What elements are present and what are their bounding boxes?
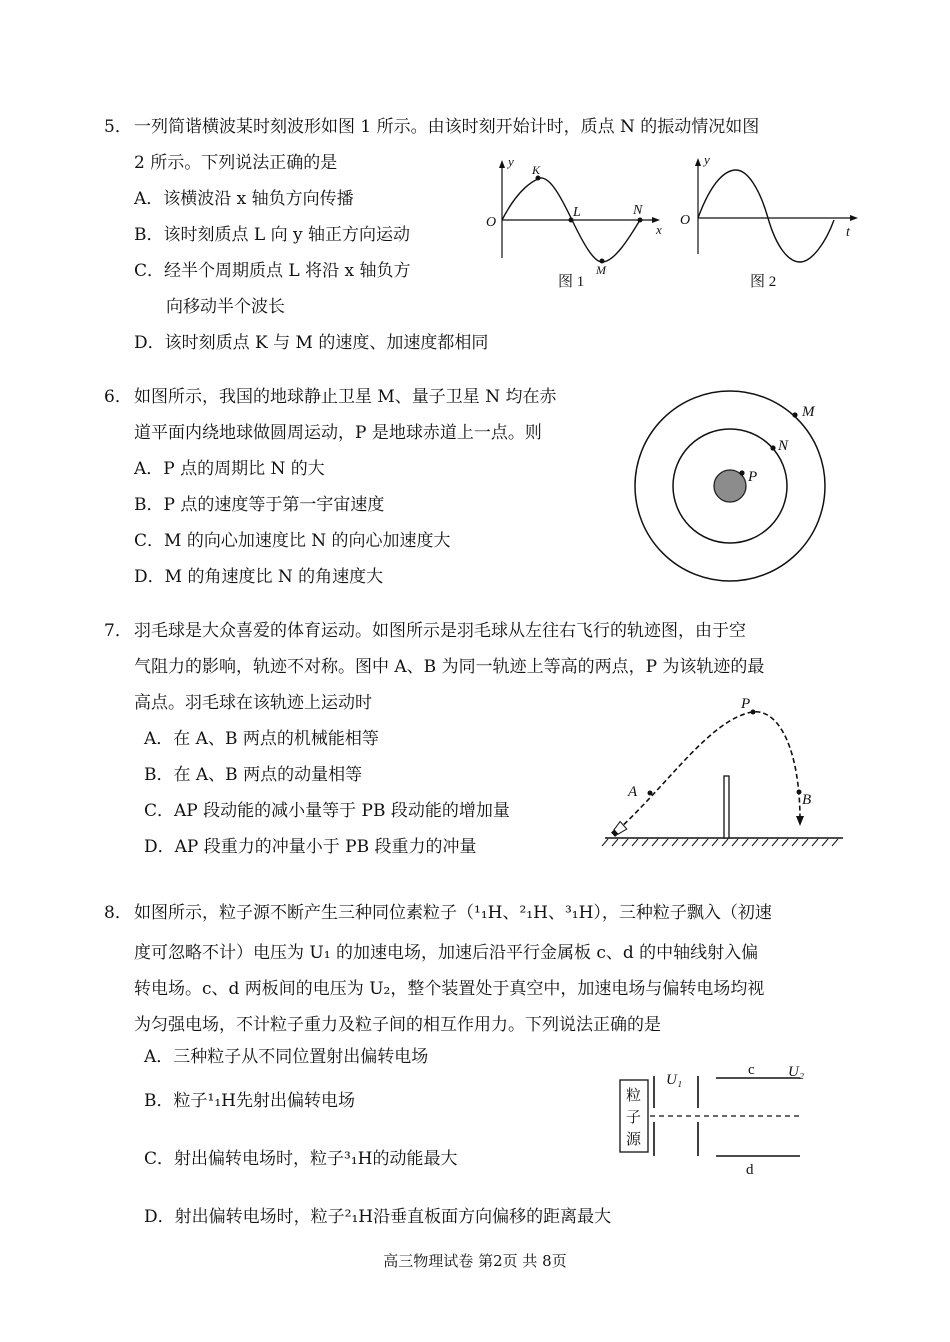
q8-option-c-end: 的动能最大 bbox=[372, 1149, 458, 1169]
q8-option-d-end: 沿垂直板面方向偏移的距离最大 bbox=[373, 1207, 612, 1227]
label-u2: U₂ bbox=[788, 1064, 805, 1080]
q8-option-b bbox=[144, 1086, 355, 1111]
q6-stem-line1: 如图所示，我国的地球静止卫星 M、量子卫星 N 均在赤 bbox=[134, 387, 557, 407]
q8-option-b-isotope: ¹₁H bbox=[207, 1091, 236, 1111]
q6-number: 6． bbox=[104, 387, 132, 407]
fig1-l-label: L bbox=[573, 205, 581, 220]
point-p-dot bbox=[739, 470, 744, 475]
q6-option-c: C．M 的向心加速度比 N 的向心加速度大 bbox=[134, 531, 451, 551]
q8-option-c bbox=[144, 1144, 457, 1169]
fig1-x-label: x bbox=[656, 222, 662, 237]
q7-stem-line1: 羽毛球是大众喜爱的体育运动。如图所示是羽毛球从左往右飞行的轨迹图，由于空 bbox=[134, 621, 746, 641]
q8-apparatus-figure bbox=[610, 1058, 830, 1178]
q5-option-c: C．经半个周期质点 L 将沿 x 轴负方 bbox=[134, 261, 411, 281]
fig1-n-label: N bbox=[633, 203, 643, 218]
fig2-y-label: y bbox=[704, 152, 710, 167]
isotope-1: ¹₁H bbox=[474, 903, 503, 923]
label-m: M bbox=[802, 404, 815, 420]
point-p-dot bbox=[751, 710, 756, 715]
fig2-origin-label: O bbox=[680, 213, 691, 228]
label-d: d bbox=[746, 1162, 754, 1178]
page-footer: 高三物理试卷 第2页 共 8页 bbox=[383, 1252, 567, 1270]
q5-stem-line1: 一列简谐横波某时刻波形如图 1 所示。由该时刻开始计时，质点 N 的振动情况如图 bbox=[134, 117, 760, 137]
q7-stem-line3: 高点。羽毛球在该轨迹上运动时 bbox=[134, 693, 372, 713]
q8-stem-line1-end: ），三种粒子飘入（初速 bbox=[593, 903, 772, 923]
isotope-2: ²₁H bbox=[519, 903, 548, 923]
q7-option-a: A．在 A、B 两点的机械能相等 bbox=[144, 729, 379, 749]
q8-option-d-start: D．射出偏转电场时，粒子 bbox=[144, 1207, 345, 1227]
q8-option-d bbox=[144, 1202, 611, 1227]
q5-figure-2-vibration bbox=[676, 150, 866, 290]
point-n-dot bbox=[638, 218, 643, 223]
q8-option-b-end: 先射出偏转电场 bbox=[235, 1091, 355, 1111]
q7-number: 7． bbox=[104, 621, 132, 641]
q8-stem-line1: 如图所示，粒子源不断产生三种同位素粒子（¹₁H、²₁H、³₁H），三种粒子飘入（初速 bbox=[134, 903, 772, 923]
q6-option-a: A．P 点的周期比 N 的大 bbox=[134, 459, 325, 479]
q7-stem-line2: 气阻力的影响，轨迹不对称。图中 A、B 为同一轨迹上等高的两点，P 为该轨迹的最 bbox=[134, 657, 765, 677]
q8-option-d-isotope: ²₁H bbox=[344, 1207, 374, 1227]
trajectory bbox=[618, 712, 800, 830]
q5-figure-1-wave bbox=[480, 150, 680, 290]
q8-stem-line1-start: 如图所示，粒子源不断产生三种同位素粒子（ bbox=[134, 903, 474, 923]
isotope-3: ³₁H bbox=[564, 903, 594, 923]
fig1-y-label: y bbox=[508, 154, 514, 169]
label-u1: U₁ bbox=[666, 1072, 683, 1088]
trajectory-arrow bbox=[796, 816, 804, 826]
q7-badminton-figure bbox=[600, 692, 850, 852]
q8-option-b-start: B．粒子 bbox=[144, 1091, 208, 1111]
source-char-1: 粒 bbox=[626, 1088, 642, 1104]
point-b-dot bbox=[797, 790, 802, 795]
q8-number: 8． bbox=[104, 903, 132, 923]
label-a: A bbox=[628, 784, 638, 800]
label-n: N bbox=[778, 438, 789, 454]
point-a-dot bbox=[648, 791, 653, 796]
q5-option-b: B．该时刻质点 L 向 y 轴正方向运动 bbox=[134, 225, 411, 245]
q5-option-a: A．该横波沿 x 轴负方向传播 bbox=[134, 189, 354, 209]
source-char-3: 源 bbox=[626, 1132, 642, 1148]
fig1-k-label: K bbox=[532, 163, 541, 177]
label-p: P bbox=[741, 696, 751, 712]
q8-option-a: A．三种粒子从不同位置射出偏转电场 bbox=[144, 1047, 429, 1067]
ground-hatching bbox=[602, 839, 838, 846]
q8-stem-line4: 为匀强电场，不计粒子重力及粒子间的相互作用力。下列说法正确的是 bbox=[134, 1015, 661, 1035]
label-b: B bbox=[802, 792, 812, 808]
q5-option-c-cont: 向移动半个波长 bbox=[166, 297, 285, 317]
q7-option-c: C．AP 段动能的减小量等于 PB 段动能的增加量 bbox=[144, 801, 510, 821]
q6-option-d: D．M 的角速度比 N 的角速度大 bbox=[134, 567, 384, 587]
fig2-caption: 图 2 bbox=[750, 274, 777, 290]
net-post bbox=[724, 776, 729, 838]
q6-orbit-figure bbox=[630, 388, 830, 588]
fig1-origin-label: O bbox=[486, 215, 497, 230]
source-char-2: 子 bbox=[626, 1110, 642, 1126]
q8-stem-line2: 度可忽略不计）电压为 U₁ 的加速电场，加速后沿平行金属板 c、d 的中轴线射入偏 bbox=[134, 943, 759, 963]
satellite-n-dot bbox=[770, 445, 775, 450]
q8-stem-line3: 转电场。c、d 两板间的电压为 U₂，整个装置处于真空中，加速电场与偏转电场均视 bbox=[134, 979, 765, 999]
label-c: c bbox=[748, 1062, 755, 1078]
q8-option-c-isotope: ³₁H bbox=[344, 1149, 373, 1169]
q5-option-d: D．该时刻质点 K 与 M 的速度、加速度都相同 bbox=[134, 333, 489, 353]
q6-option-b: B．P 点的速度等于第一宇宙速度 bbox=[134, 495, 385, 515]
fig2-t-label: t bbox=[846, 225, 850, 240]
q6-stem-line2: 道平面内绕地球做圆周运动，P 是地球赤道上一点。则 bbox=[134, 423, 542, 443]
satellite-m-dot bbox=[792, 412, 797, 417]
fig1-caption: 图 1 bbox=[558, 274, 585, 290]
fig1-m-label: M bbox=[596, 263, 606, 277]
q8-option-c-start: C．射出偏转电场时，粒子 bbox=[144, 1149, 345, 1169]
label-p: P bbox=[748, 469, 758, 485]
q7-option-b: B．在 A、B 两点的动量相等 bbox=[144, 765, 363, 785]
q5-stem-line2: 2 所示。下列说法正确的是 bbox=[134, 153, 338, 173]
q5-number: 5． bbox=[104, 117, 132, 137]
q7-option-d: D．AP 段重力的冲量小于 PB 段重力的冲量 bbox=[144, 837, 477, 857]
